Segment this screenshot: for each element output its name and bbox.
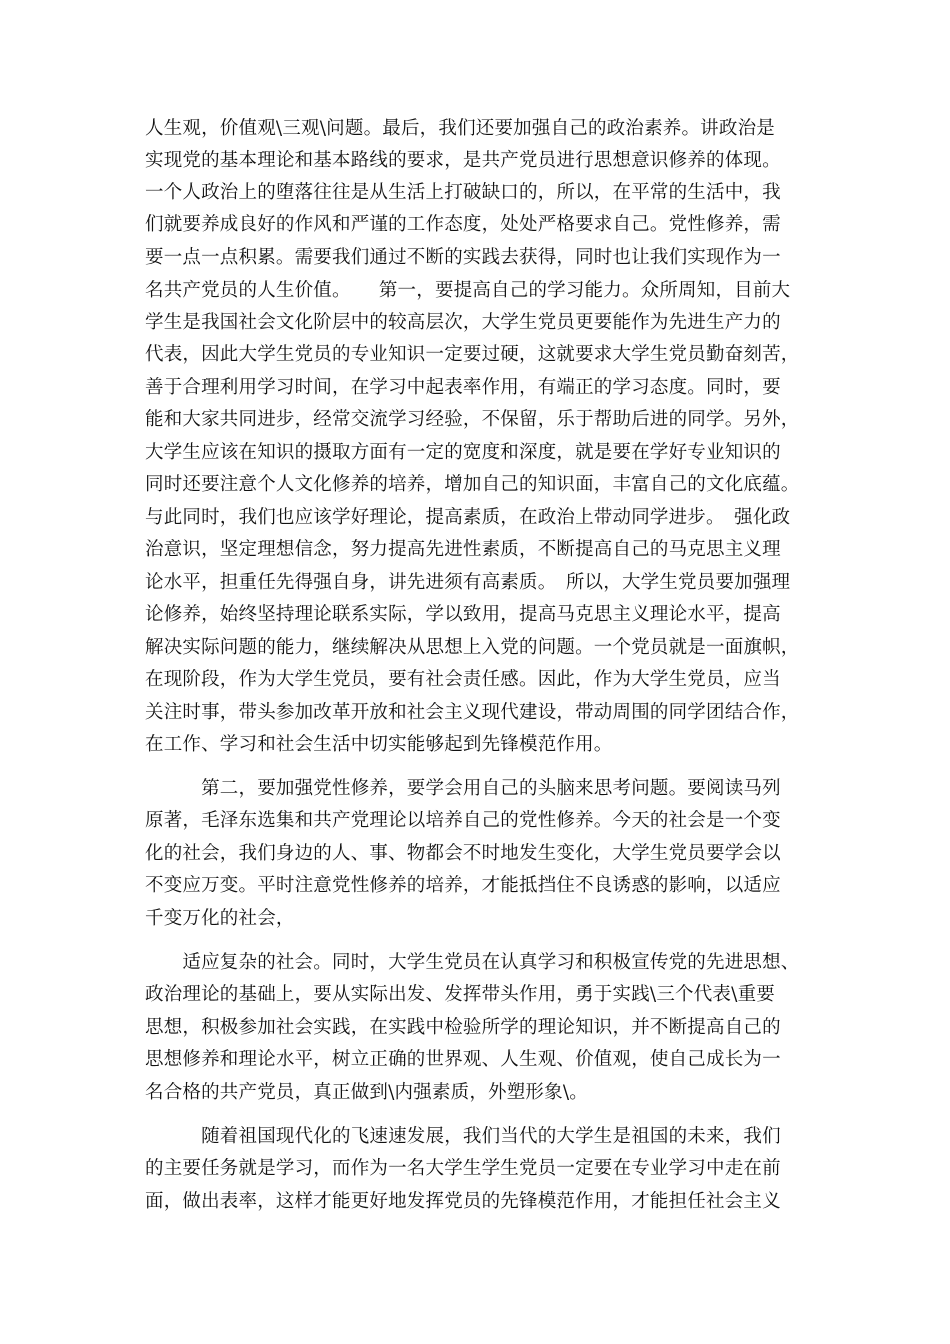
text-line: 在现阶段，作为大学生党员，要有社会责任感。因此，作为大学生党员，应当	[145, 669, 781, 690]
text-line: 要一点一点积累。需要我们通过不断的实践去获得，同时也让我们实现作为一	[145, 247, 781, 268]
text-line: 代表，因此大学生党员的专业知识一定要过硬，这就要求大学生党员勤奋刻苦，	[145, 344, 800, 365]
text-line: 能和大家共同进步，经常交流学习经验，不保留，乐于帮助后进的同学。另外，	[145, 409, 800, 430]
text-line: 千变万化的社会，	[145, 908, 295, 929]
text-line: 的主要任务就是学习，而作为一名大学生学生党员一定要在专业学习中走在前	[145, 1158, 781, 1179]
text-line: 思想修养和理论水平，树立正确的世界观、人生观、价值观，使自己成长为一	[145, 1049, 781, 1070]
text-line: 关注时事，带头参加改革开放和社会主义现代建设，带动周围的同学团结合作，	[145, 702, 800, 723]
text-line: 学生是我国社会文化阶层中的较高层次，大学生党员更要能作为先进生产力的	[145, 312, 781, 333]
text-line: 实现党的基本理论和基本路线的要求，是共产党员进行思想意识修养的体现。	[145, 150, 781, 171]
text-line: 人生观，价值观\三观\问题。最后，我们还要加强自己的政治素养。讲政治是	[145, 118, 775, 139]
text-line: 随着祖国现代化的飞速速发展，我们当代的大学生是祖国的未来，我们	[145, 1126, 781, 1147]
text-line: 不变应万变。平时注意党性修养的培养，才能抵挡住不良诱惑的影响，以适应	[145, 875, 781, 896]
text-line: 大学生应该在知识的摄取方面有一定的宽度和深度，就是要在学好专业知识的	[145, 442, 781, 463]
text-line: 化的社会，我们身边的人、事、物都会不时地发生变化，大学生党员要学会以	[145, 843, 781, 864]
text-line: 们就要养成良好的作风和严谨的工作态度，处处严格要求自己。党性修养，需	[145, 214, 781, 235]
text-line: 解决实际问题的能力，继续解决从思想上入党的问题。一个党员就是一面旗帜，	[145, 637, 800, 658]
text-line: 论修养，始终坚持理论联系实际，学以致用，提高马克思主义理论水平，提高	[145, 604, 781, 625]
text-line: 在工作、学习和社会生活中切实能够起到先锋模范作用。	[145, 734, 613, 755]
text-line: 名共产党员的人生价值。 第一，要提高自己的学习能力。众所周知，目前大	[145, 280, 791, 301]
text-line: 适应复杂的社会。同时，大学生党员在认真学习和积极宣传党的先进思想、	[145, 952, 800, 973]
text-line: 与此同时，我们也应该学好理论，提高素质，在政治上带动同学进步。 强化政	[145, 507, 791, 528]
text-line: 原著，毛泽东选集和共产党理论以培养自己的党性修养。今天的社会是一个变	[145, 810, 781, 831]
text-line: 政治理论的基础上，要从实际出发、发挥带头作用，勇于实践\三个代表\重要	[145, 984, 775, 1005]
text-line: 治意识，坚定理想信念，努力提高先进性素质，不断提高自己的马克思主义理	[145, 539, 781, 560]
text-line: 第二，要加强党性修养，要学会用自己的头脑来思考问题。要阅读马列	[145, 778, 781, 799]
text-line: 面，做出表率，这样才能更好地发挥党员的先锋模范作用，才能担任社会主义	[145, 1191, 781, 1212]
text-line: 善于合理利用学习时间，在学习中起表率作用，有端正的学习态度。同时，要	[145, 377, 781, 398]
text-line: 一个人政治上的堕落往往是从生活上打破缺口的，所以，在平常的生活中，我	[145, 182, 781, 203]
text-line: 名合格的共产党员，真正做到\内强素质，外塑形象\。	[145, 1082, 588, 1103]
text-line: 论水平，担重任先得强自身，讲先进须有高素质。 所以，大学生党员要加强理	[145, 572, 791, 593]
text-line: 思想，积极参加社会实践，在实践中检验所学的理论知识，并不断提高自己的	[145, 1017, 781, 1038]
text-line: 同时还要注意个人文化修养的培养，增加自己的知识面，丰富自己的文化底蕴。	[145, 474, 800, 495]
